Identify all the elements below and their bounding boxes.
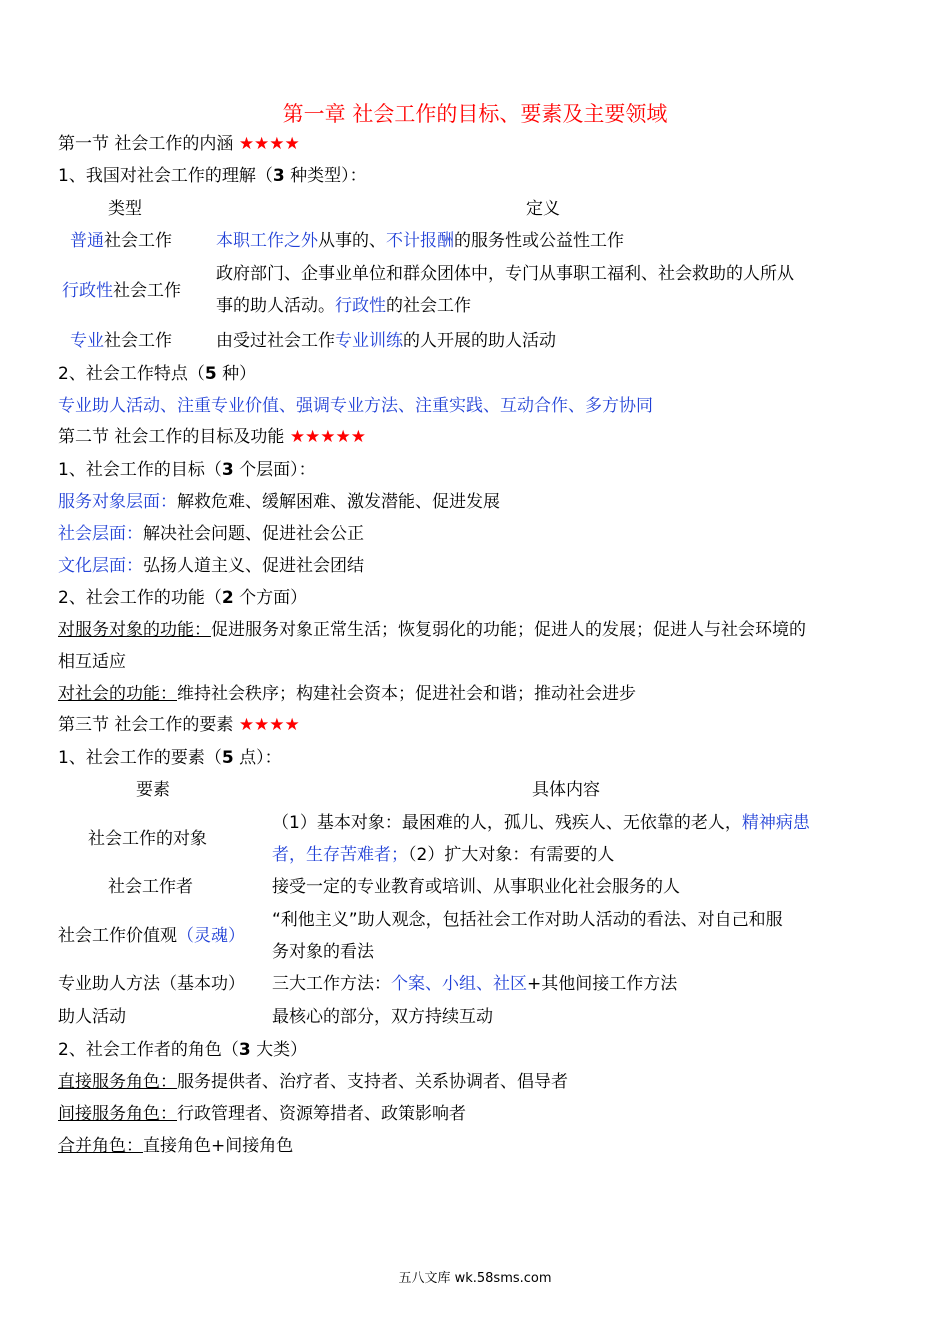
goal-item: 服务对象层面：解救危难、缓解困难、激发潜能、促进发展 <box>58 492 500 512</box>
role-item: 直接服务角色：服务提供者、治疗者、支持者、关系协调者、倡导者 <box>58 1072 568 1092</box>
s1-question-2: 2、社会工作特点（5 种） <box>58 364 257 384</box>
star-rating: ★★★★ <box>238 715 300 735</box>
content-cell: 接受一定的专业教育或培训、从事职业化社会服务的人 <box>272 877 680 897</box>
col-header-content: 具体内容 <box>532 780 600 800</box>
definition-cell: 本职工作之外从事的、不计报酬的服务性或公益性工作 <box>216 231 624 251</box>
function-item: 对社会的功能：维持社会秩序；构建社会资本；促进社会和谐；推动社会进步 <box>58 684 636 704</box>
type-cell: 专业社会工作 <box>70 331 172 351</box>
s2-question-1: 1、社会工作的目标（3 个层面）： <box>58 460 316 480</box>
element-cell: 社会工作者 <box>108 877 193 897</box>
element-cell: 社会工作的对象 <box>88 829 207 849</box>
goal-item: 文化层面：弘扬人道主义、促进社会团结 <box>58 556 364 576</box>
star-rating: ★★★★★ <box>289 427 367 447</box>
element-cell: 专业助人方法（基本功） <box>58 974 245 994</box>
s3-question-2: 2、社会工作者的角色（3 大类） <box>58 1040 308 1060</box>
s3-question-1: 1、社会工作的要素（5 点）： <box>58 748 282 768</box>
s1-question-1: 1、我国对社会工作的理解（3 种类型）： <box>58 166 367 186</box>
function-item: 对服务对象的功能：促进服务对象正常生活；恢复弱化的功能；促进人的发展；促进人与社会环境的 <box>58 620 806 640</box>
type-cell: 普通社会工作 <box>70 231 172 251</box>
content-cell: 最核心的部分，双方持续互动 <box>272 1007 493 1027</box>
section-1-heading: 第一节 社会工作的内涵 ★★★★ <box>58 134 300 154</box>
goal-item: 社会层面：解决社会问题、促进社会公正 <box>58 524 364 544</box>
role-item: 合并角色：直接角色+间接角色 <box>58 1136 294 1156</box>
definition-cell: 由受过社会工作专业训练的人开展的助人活动 <box>216 331 556 351</box>
element-cell: 社会工作价值观（灵魂） <box>58 926 245 946</box>
col-header-element: 要素 <box>136 780 170 800</box>
features-list: 专业助人活动、注重专业价值、强调专业方法、注重实践、互动合作、多方协同 <box>58 396 653 416</box>
content-cell: （1）基本对象：最困难的人，孤儿、残疾人、无依靠的老人，精神病患 者，生存苦难者；（2）扩大对象：有需要的人 <box>272 813 810 865</box>
star-rating: ★★★★ <box>238 134 300 154</box>
role-item: 间接服务角色：行政管理者、资源筹措者、政策影响者 <box>58 1104 466 1124</box>
type-cell: 行政性社会工作 <box>62 281 181 301</box>
section-3-heading: 第三节 社会工作的要素 ★★★★ <box>58 715 300 735</box>
section-2-heading: 第二节 社会工作的目标及功能 ★★★★★ <box>58 427 367 447</box>
col-header-definition: 定义 <box>526 199 560 219</box>
s2-question-2: 2、社会工作的功能（2 个方面） <box>58 588 308 608</box>
definition-cell: 政府部门、企事业单位和群众团体中，专门从事职工福利、社会救助的人所从 事的助人活动。行政性的社会工作 <box>216 264 794 316</box>
element-cell: 助人活动 <box>58 1007 126 1027</box>
function-item-cont: 相互适应 <box>58 652 126 672</box>
content-cell: “利他主义”助人观念，包括社会工作对助人活动的看法、对自己和服 务对象的看法 <box>272 910 783 962</box>
col-header-type: 类型 <box>108 199 142 219</box>
content-cell: 三大工作方法：个案、小组、社区+其他间接工作方法 <box>272 974 678 994</box>
page-title: 第一章 社会工作的目标、要素及主要领域 <box>282 102 668 126</box>
footer-watermark: 五八文库 wk.58sms.com <box>398 1271 552 1286</box>
